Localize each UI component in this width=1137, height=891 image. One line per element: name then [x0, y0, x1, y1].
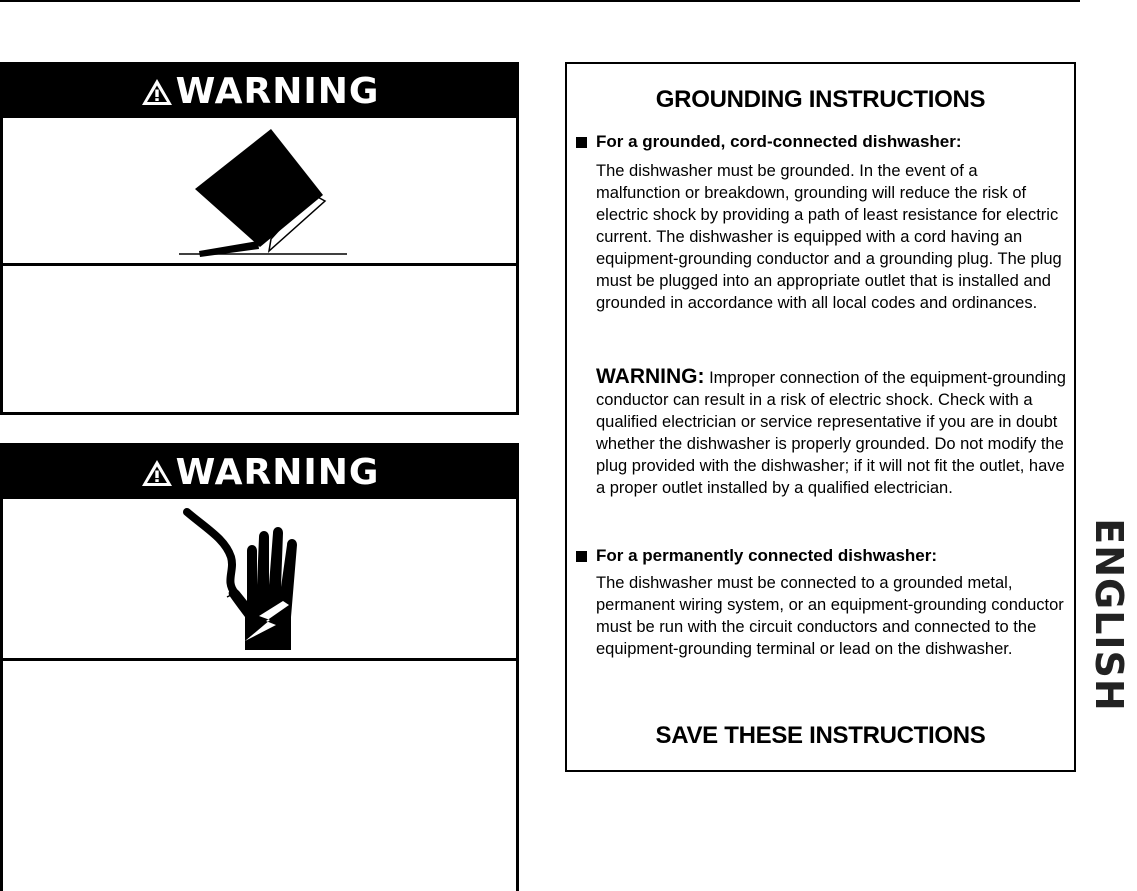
section-heading — [576, 546, 937, 566]
bullet-square-icon — [576, 551, 587, 562]
warning-prefix: WARNING: — [596, 365, 705, 388]
warning-title: WARNING — [175, 70, 380, 112]
tip-over-hazard-icon — [173, 123, 353, 263]
warning-title: WARNING — [175, 451, 380, 493]
warning-header — [3, 446, 516, 499]
section-heading — [576, 132, 962, 152]
permanent-connection-text: The dishwasher must be connected to a grounded metal, permanent wiring system, or an equipment-grounding conductor must be run with the circuit conductors and connected to the equipment-grounding terminal or lead on the dishwasher. — [596, 574, 1064, 658]
save-instructions-title: SAVE THESE INSTRUCTIONS — [655, 722, 986, 749]
tip-over-pictogram-area — [3, 118, 516, 266]
bullet-square-icon — [576, 137, 587, 148]
warning-triangle-icon — [140, 77, 174, 107]
language-tab — [1080, 505, 1137, 725]
warning-body-text: Improper connection of the equipment-grounding conductor can result in a risk of electric shock. Check with a qualified electrician or service representative if you are in doubt whether the dishwasher is properly grounded. Do not modify the plug provided with the dishwasher; if it will not fit the outlet, have a proper outlet installed by a qualified electrician. — [596, 369, 1066, 497]
cord-connected-text: The dishwasher must be grounded. In the event of a malfunction or breakdown, grounding will reduce the risk of electric shock by providing a path of least resistance for electric current. The dishwasher is equipped with a cord having an equipment-grounding conductor and a grounding plug. The plug must be plugged into an appropriate outlet that is installed and grounded in accordance with all local codes and ordinances. — [596, 162, 1062, 312]
permanent-connection-heading: For a permanently connected dishwasher: — [596, 546, 938, 565]
warning-triangle-icon — [140, 458, 174, 488]
grounding-title: GROUNDING INSTRUCTIONS — [655, 86, 986, 113]
tip-over-warning-box — [0, 62, 519, 415]
warning-header — [3, 65, 516, 118]
shock-warning-box — [0, 443, 519, 891]
electrical-shock-hazard-icon — [179, 505, 319, 655]
cord-connected-heading: For a grounded, cord-connected dishwasher: — [596, 132, 962, 151]
grounding-warning-paragraph — [596, 366, 1066, 499]
grounding-instructions-box — [565, 62, 1076, 772]
language-label: ENGLISH — [1086, 518, 1131, 712]
shock-pictogram-area — [3, 499, 516, 661]
top-rule — [0, 0, 1080, 2]
